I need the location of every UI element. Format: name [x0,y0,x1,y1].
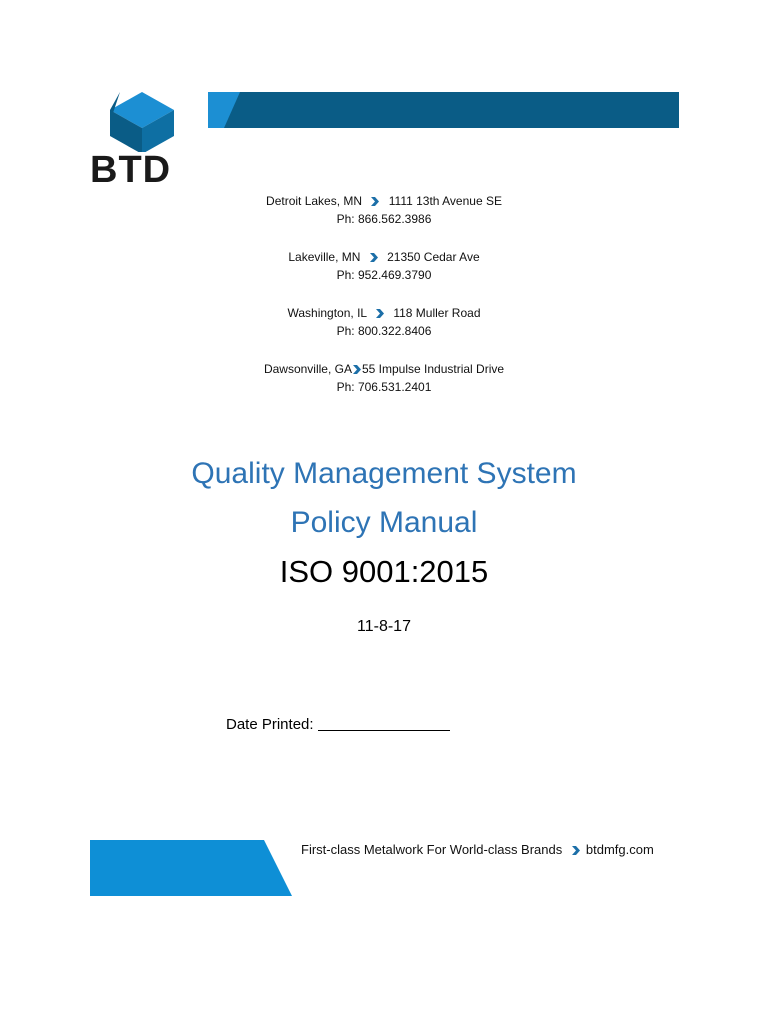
location-city: Washington, IL [287,306,367,320]
standard-label: ISO 9001:2015 [279,554,489,589]
location-address: 1111 13th Avenue SE [388,194,502,208]
location-city: Dawsonville, GA [263,362,352,376]
location-address: 118 Muller Road [393,306,481,320]
location-dawsonville [0,360,768,396]
location-address: 55 Impulse Industrial Drive [361,362,505,376]
chevron-right-icon [353,365,361,374]
footer-tagline [301,842,654,857]
document-title: Quality Management System [191,457,577,490]
location-phone: Ph: 800.322.8406 [336,324,432,338]
chevron-right-icon [376,309,384,318]
location-address: 21350 Cedar Ave [387,250,480,264]
document-subtitle: Policy Manual [290,506,478,539]
chevron-right-icon [371,197,379,206]
logo-wordmark: BTD [90,149,172,191]
chevron-right-icon [572,846,580,855]
location-city: Lakeville, MN [288,250,361,264]
date-printed-label: Date Printed: [226,716,314,733]
location-washington [0,304,768,340]
revision-date: 11-8-17 [357,618,411,635]
date-printed-field [226,716,450,733]
chevron-right-icon [370,253,378,262]
locations-list [0,192,768,416]
cube-icon [88,92,202,152]
header-bar [208,92,679,128]
location-phone: Ph: 706.531.2401 [336,380,432,394]
location-phone: Ph: 952.469.3790 [336,268,432,282]
location-lakeville [0,248,768,284]
tagline-text: First-class Metalwork For World-class Brands [301,842,563,857]
date-printed-blank [318,716,450,731]
location-phone: Ph: 866.562.3986 [336,212,432,226]
location-city: Detroit Lakes, MN [266,194,363,208]
website-link[interactable]: btdmfg.com [585,842,654,857]
footer-bar [90,840,292,896]
location-detroit-lakes [0,192,768,228]
